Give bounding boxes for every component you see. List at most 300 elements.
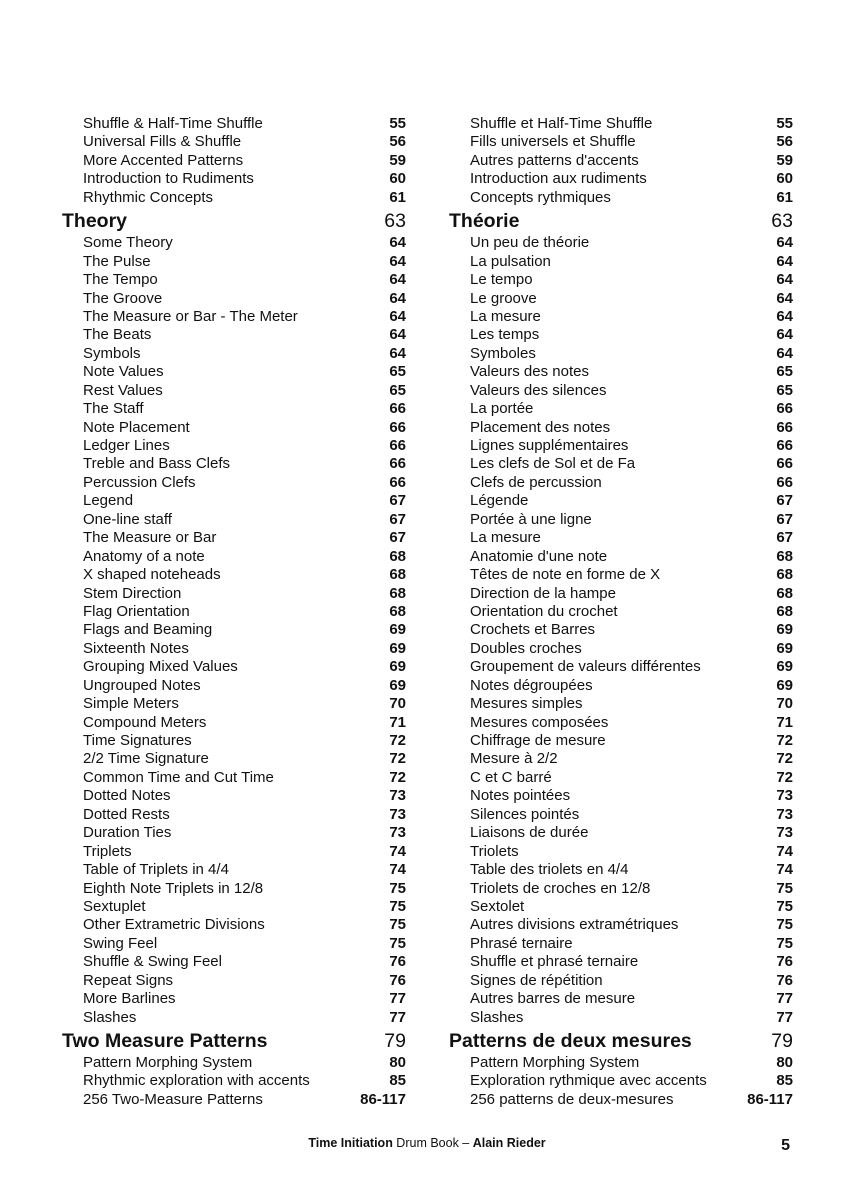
entry-page-number: 75: [389, 879, 406, 897]
entry-title: Valeurs des silences: [470, 381, 607, 399]
entry-title: Autres barres de mesure: [470, 990, 636, 1008]
entry-page-number: 73: [776, 805, 793, 823]
entry-page-number: 73: [776, 824, 793, 842]
entry-title: Mesures simples: [470, 695, 583, 713]
toc-section-heading: [449, 1028, 793, 1054]
toc-entry: [449, 916, 793, 934]
toc-entry: [62, 1091, 406, 1109]
entry-title: Mesure à 2/2: [470, 750, 558, 768]
toc-entry: [62, 345, 406, 363]
entry-page-number: 68: [776, 584, 793, 602]
toc-entry: [449, 419, 793, 437]
entry-title: Exploration rythmique avec accents: [470, 1072, 707, 1090]
section-title: Théorie: [449, 210, 520, 233]
entry-page-number: 85: [776, 1072, 793, 1090]
toc-entry: [449, 972, 793, 990]
toc-entry: [449, 271, 793, 289]
entry-title: Shuffle & Half-Time Shuffle: [83, 115, 263, 132]
toc-entry: [62, 1009, 406, 1027]
toc-entry: [62, 843, 406, 861]
toc-entry: [62, 769, 406, 787]
entry-title: More Barlines: [83, 990, 176, 1008]
entry-title: One-line staff: [83, 510, 172, 528]
entry-title: Flags and Beaming: [83, 621, 213, 639]
entry-page-number: 70: [389, 695, 406, 713]
entry-page-number: 72: [389, 768, 406, 786]
entry-title: Notes pointées: [470, 787, 571, 805]
entry-page-number: 66: [776, 473, 793, 491]
toc-entry: [449, 455, 793, 473]
entry-title: Légende: [470, 492, 529, 510]
toc-entry: [449, 566, 793, 584]
entry-title: Notes dégroupées: [470, 676, 593, 694]
toc-entry: [62, 548, 406, 566]
entry-title: Le tempo: [470, 271, 533, 289]
book-title: Time Initiation: [308, 1136, 393, 1150]
entry-title: Simple Meters: [83, 695, 179, 713]
entry-title: Autres patterns d'accents: [470, 151, 639, 169]
entry-title: Les temps: [470, 326, 540, 344]
entry-page-number: 65: [776, 381, 793, 399]
entry-page-number: 85: [389, 1072, 406, 1090]
entry-page-number: 66: [389, 455, 406, 473]
entry-title: Direction de la hampe: [470, 584, 616, 602]
toc-entry: [449, 345, 793, 363]
toc-entry: [62, 750, 406, 768]
entry-page-number: 67: [776, 510, 793, 528]
toc-entry: [449, 861, 793, 879]
toc-entry: [449, 714, 793, 732]
toc-entry: [449, 658, 793, 676]
entry-page-number: 67: [389, 510, 406, 528]
entry-page-number: 70: [776, 695, 793, 713]
toc-entry: [449, 1009, 793, 1027]
section-page-number: 79: [384, 1030, 406, 1052]
toc-entry: [449, 492, 793, 510]
entry-page-number: 66: [389, 418, 406, 436]
toc-entry: [62, 529, 406, 547]
entry-page-number: 72: [389, 750, 406, 768]
entry-page-number: 77: [776, 1008, 793, 1026]
toc-column-french: [449, 115, 793, 1109]
section-title: Theory: [62, 210, 128, 233]
entry-title: Rhythmic Concepts: [83, 188, 214, 206]
entry-page-number: 72: [389, 732, 406, 749]
entry-page-number: 75: [776, 879, 793, 897]
entry-page-number: 73: [389, 805, 406, 823]
page-footer: [0, 1136, 854, 1150]
entry-title: Têtes de note en forme de X: [470, 566, 661, 584]
entry-title: The Tempo: [83, 271, 158, 289]
toc-entry: [62, 990, 406, 1008]
entry-page-number: 69: [776, 639, 793, 657]
entry-page-number: 72: [776, 768, 793, 786]
entry-title: Phrasé ternaire: [470, 934, 573, 952]
toc-entry: [62, 566, 406, 584]
entry-title: Eighth Note Triplets in 12/8: [83, 879, 264, 897]
entry-title: Groupement de valeurs différentes: [470, 658, 701, 676]
toc-entry: [449, 382, 793, 400]
entry-title: X shaped noteheads: [83, 566, 221, 584]
toc-entry: [449, 152, 793, 170]
entry-page-number: 67: [389, 529, 406, 547]
toc-entry: [62, 152, 406, 170]
entry-title: Anatomie d'une note: [470, 547, 608, 565]
entry-page-number: 69: [776, 676, 793, 694]
toc-entry: [449, 1072, 793, 1090]
section-page-number: 63: [771, 210, 793, 233]
entry-page-number: 66: [776, 400, 793, 418]
entry-page-number: 75: [389, 897, 406, 915]
entry-page-number: 86-117: [360, 1090, 406, 1108]
entry-page-number: 67: [776, 529, 793, 547]
toc-entry: [449, 695, 793, 713]
entry-title: Rest Values: [83, 381, 163, 399]
toc-entry: [62, 658, 406, 676]
entry-page-number: 76: [776, 971, 793, 989]
entry-title: Some Theory: [83, 234, 173, 252]
entry-page-number: 65: [389, 381, 406, 399]
toc-entry: [449, 189, 793, 207]
entry-page-number: 65: [776, 363, 793, 381]
entry-title: Universal Fills & Shuffle: [83, 133, 242, 151]
toc-entry: [62, 677, 406, 695]
entry-page-number: 64: [776, 289, 793, 307]
entry-page-number: 66: [389, 400, 406, 418]
entry-title: Treble and Bass Clefs: [83, 455, 231, 473]
entry-page-number: 66: [776, 455, 793, 473]
entry-page-number: 69: [776, 621, 793, 639]
entry-title: Doubles croches: [470, 639, 582, 657]
entry-title: More Accented Patterns: [83, 151, 244, 169]
entry-page-number: 64: [776, 234, 793, 252]
entry-title: Mesures composées: [470, 713, 609, 731]
toc-entry: [62, 806, 406, 824]
entry-title: Note Placement: [83, 418, 190, 436]
entry-page-number: 75: [389, 916, 406, 934]
entry-page-number: 64: [389, 307, 406, 325]
entry-page-number: 75: [776, 897, 793, 915]
toc-entry: [449, 824, 793, 842]
entry-title: Autres divisions extramétriques: [470, 916, 679, 934]
toc-section-heading: [62, 1028, 406, 1054]
toc-entry: [449, 400, 793, 418]
entry-title: Grouping Mixed Values: [83, 658, 238, 676]
entry-title: Slashes: [470, 1008, 524, 1026]
entry-page-number: 66: [389, 437, 406, 454]
entry-title: Symboles: [470, 344, 536, 362]
toc-entry: [62, 271, 406, 289]
entry-title: Note Values: [83, 363, 164, 381]
entry-title: Shuffle et Half-Time Shuffle: [470, 115, 653, 132]
entry-page-number: 68: [389, 547, 406, 565]
entry-page-number: 68: [389, 602, 406, 620]
toc-entry: [62, 363, 406, 381]
toc-entry: [62, 290, 406, 308]
entry-page-number: 64: [389, 271, 406, 289]
toc-entry: [62, 253, 406, 271]
entry-page-number: 64: [776, 307, 793, 325]
toc-entry: [62, 170, 406, 188]
toc-entry: [449, 1091, 793, 1109]
toc-entry: [62, 326, 406, 344]
entry-page-number: 76: [776, 953, 793, 971]
entry-title: Clefs de percussion: [470, 473, 602, 491]
entry-page-number: 55: [389, 115, 406, 132]
entry-title: Triolets: [470, 842, 519, 860]
entry-title: The Pulse: [83, 252, 151, 270]
entry-page-number: 76: [389, 971, 406, 989]
entry-page-number: 75: [389, 934, 406, 952]
toc-entry: [62, 787, 406, 805]
entry-page-number: 69: [389, 621, 406, 639]
entry-page-number: 77: [389, 990, 406, 1008]
entry-title: Concepts rythmiques: [470, 188, 611, 206]
entry-page-number: 69: [389, 676, 406, 694]
entry-page-number: 71: [776, 713, 793, 731]
entry-page-number: 68: [776, 547, 793, 565]
entry-title: Sixteenth Notes: [83, 639, 189, 657]
entry-page-number: 69: [389, 639, 406, 657]
toc-entry: [62, 861, 406, 879]
toc-entry: [449, 750, 793, 768]
entry-page-number: 64: [389, 234, 406, 252]
toc-entry: [62, 115, 406, 133]
toc-entry: [62, 953, 406, 971]
toc-entry: [449, 787, 793, 805]
entry-page-number: 61: [389, 188, 406, 206]
entry-page-number: 59: [389, 151, 406, 169]
entry-page-number: 67: [776, 492, 793, 510]
entry-page-number: 74: [776, 842, 793, 860]
toc-entry: [449, 234, 793, 252]
toc-column-english: [62, 115, 406, 1109]
toc-entry: [449, 170, 793, 188]
entry-title: Duration Ties: [83, 824, 172, 842]
entry-page-number: 55: [776, 115, 793, 132]
entry-page-number: 72: [776, 750, 793, 768]
entry-title: La mesure: [470, 529, 541, 547]
entry-title: Silences pointés: [470, 805, 580, 823]
entry-page-number: 60: [776, 170, 793, 188]
entry-title: Legend: [83, 492, 134, 510]
entry-title: Dotted Notes: [83, 787, 171, 805]
entry-title: Stem Direction: [83, 584, 182, 602]
entry-title: 256 patterns de deux-mesures: [470, 1090, 674, 1108]
entry-title: Flag Orientation: [83, 602, 190, 620]
entry-title: Crochets et Barres: [470, 621, 596, 639]
entry-title: La mesure: [470, 307, 541, 325]
toc-entry: [449, 1054, 793, 1072]
entry-page-number: 60: [389, 170, 406, 188]
toc-entry: [62, 824, 406, 842]
entry-title: Liaisons de durée: [470, 824, 589, 842]
toc-entry: [449, 935, 793, 953]
section-title: Patterns de deux mesures: [449, 1030, 692, 1052]
entry-page-number: 61: [776, 188, 793, 206]
entry-title: Valeurs des notes: [470, 363, 589, 381]
entry-title: Sextuplet: [83, 897, 146, 915]
entry-page-number: 86-117: [747, 1090, 793, 1108]
toc-entry: [62, 916, 406, 934]
toc-entry: [62, 695, 406, 713]
entry-page-number: 69: [389, 658, 406, 676]
toc-entry: [449, 253, 793, 271]
toc-entry: [449, 363, 793, 381]
entry-title: Chiffrage de mesure: [470, 732, 606, 749]
toc-entry: [62, 437, 406, 455]
entry-title: Lignes supplémentaires: [470, 437, 629, 454]
entry-title: The Measure or Bar - The Meter: [83, 307, 298, 325]
entry-page-number: 68: [776, 602, 793, 620]
toc-entry: [62, 1072, 406, 1090]
entry-page-number: 64: [776, 326, 793, 344]
entry-title: Les clefs de Sol et de Fa: [470, 455, 636, 473]
entry-title: Rhythmic exploration with accents: [83, 1072, 310, 1090]
toc-entry: [62, 419, 406, 437]
entry-page-number: 67: [389, 492, 406, 510]
toc-entry: [62, 234, 406, 252]
entry-page-number: 77: [776, 990, 793, 1008]
toc-entry: [449, 585, 793, 603]
entry-page-number: 66: [776, 437, 793, 454]
toc-section-heading: [449, 208, 793, 234]
section-page-number: 79: [771, 1030, 793, 1052]
toc-entry: [449, 953, 793, 971]
entry-page-number: 56: [776, 133, 793, 151]
toc-entry: [449, 511, 793, 529]
entry-title: Orientation du crochet: [470, 602, 618, 620]
entry-title: Fills universels et Shuffle: [470, 133, 636, 151]
entry-page-number: 64: [389, 289, 406, 307]
entry-title: The Staff: [83, 400, 144, 418]
entry-page-number: 69: [776, 658, 793, 676]
toc-entry: [62, 189, 406, 207]
toc-entry: [62, 1054, 406, 1072]
toc-entry: [449, 133, 793, 151]
entry-title: The Groove: [83, 289, 163, 307]
toc-entry: [449, 640, 793, 658]
entry-title: Introduction to Rudiments: [83, 170, 254, 188]
toc-entry: [62, 714, 406, 732]
entry-title: 2/2 Time Signature: [83, 750, 209, 768]
entry-title: Compound Meters: [83, 713, 207, 731]
entry-title: Ungrouped Notes: [83, 676, 201, 694]
entry-page-number: 80: [776, 1054, 793, 1071]
entry-page-number: 74: [389, 842, 406, 860]
toc-entry: [62, 382, 406, 400]
entry-page-number: 77: [389, 1008, 406, 1026]
section-title: Two Measure Patterns: [62, 1030, 268, 1052]
entry-title: Pattern Morphing System: [470, 1054, 640, 1071]
entry-page-number: 73: [389, 787, 406, 805]
entry-title: Triplets: [83, 842, 132, 860]
entry-title: Anatomy of a note: [83, 547, 205, 565]
toc-entry: [62, 880, 406, 898]
entry-page-number: 75: [776, 916, 793, 934]
toc-entry: [62, 400, 406, 418]
entry-page-number: 64: [389, 344, 406, 362]
entry-title: Shuffle et phrasé ternaire: [470, 953, 639, 971]
entry-page-number: 74: [776, 861, 793, 879]
entry-title: Shuffle & Swing Feel: [83, 953, 222, 971]
entry-title: Other Extrametric Divisions: [83, 916, 265, 934]
toc-entry: [449, 677, 793, 695]
toc-entry: [449, 437, 793, 455]
entry-title: Pattern Morphing System: [83, 1054, 253, 1071]
entry-page-number: 66: [389, 473, 406, 491]
entry-page-number: 72: [776, 732, 793, 749]
entry-title: Placement des notes: [470, 418, 611, 436]
entry-page-number: 59: [776, 151, 793, 169]
toc-entry: [62, 474, 406, 492]
entry-title: Triolets de croches en 12/8: [470, 879, 651, 897]
entry-page-number: 80: [389, 1054, 406, 1071]
book-subtitle: Drum Book –: [392, 1136, 473, 1150]
toc-entry: [449, 474, 793, 492]
toc-entry: [62, 455, 406, 473]
toc-entry: [449, 843, 793, 861]
entry-title: Dotted Rests: [83, 805, 170, 823]
toc-entry: [449, 880, 793, 898]
entry-page-number: 73: [776, 787, 793, 805]
toc-section-heading: [62, 208, 406, 234]
toc-entry: [449, 308, 793, 326]
toc-entry: [62, 898, 406, 916]
toc-entry: [62, 972, 406, 990]
entry-title: Table des triolets en 4/4: [470, 861, 629, 879]
entry-title: Ledger Lines: [83, 437, 170, 454]
toc-entry: [449, 621, 793, 639]
entry-page-number: 68: [389, 584, 406, 602]
entry-page-number: 64: [389, 252, 406, 270]
page-number: 5: [781, 1137, 790, 1154]
entry-title: Swing Feel: [83, 934, 158, 952]
entry-title: Symbols: [83, 344, 141, 362]
entry-page-number: 71: [389, 713, 406, 731]
toc-entry: [449, 529, 793, 547]
toc-entry: [449, 548, 793, 566]
entry-title: La portée: [470, 400, 534, 418]
entry-page-number: 73: [389, 824, 406, 842]
entry-page-number: 68: [389, 566, 406, 584]
toc-entry: [449, 732, 793, 750]
entry-title: Un peu de théorie: [470, 234, 590, 252]
toc-entry: [449, 290, 793, 308]
entry-title: The Measure or Bar: [83, 529, 217, 547]
entry-title: Time Signatures: [83, 732, 192, 749]
entry-page-number: 64: [776, 271, 793, 289]
toc-entry: [449, 326, 793, 344]
entry-page-number: 75: [776, 934, 793, 952]
author-name: Alain Rieder: [472, 1136, 546, 1150]
toc-entry: [62, 308, 406, 326]
entry-title: 256 Two-Measure Patterns: [83, 1090, 263, 1108]
entry-title: Sextolet: [470, 897, 525, 915]
entry-title: Percussion Clefs: [83, 473, 196, 491]
entry-title: Table of Triplets in 4/4: [83, 861, 229, 879]
entry-page-number: 64: [389, 326, 406, 344]
toc-entry: [449, 806, 793, 824]
entry-title: Le groove: [470, 289, 537, 307]
toc-entry: [449, 603, 793, 621]
entry-title: Signes de répétition: [470, 971, 603, 989]
toc-entry: [62, 621, 406, 639]
entry-title: Repeat Signs: [83, 971, 174, 989]
toc-entry: [62, 640, 406, 658]
toc-entry: [62, 732, 406, 750]
entry-title: Slashes: [83, 1008, 137, 1026]
